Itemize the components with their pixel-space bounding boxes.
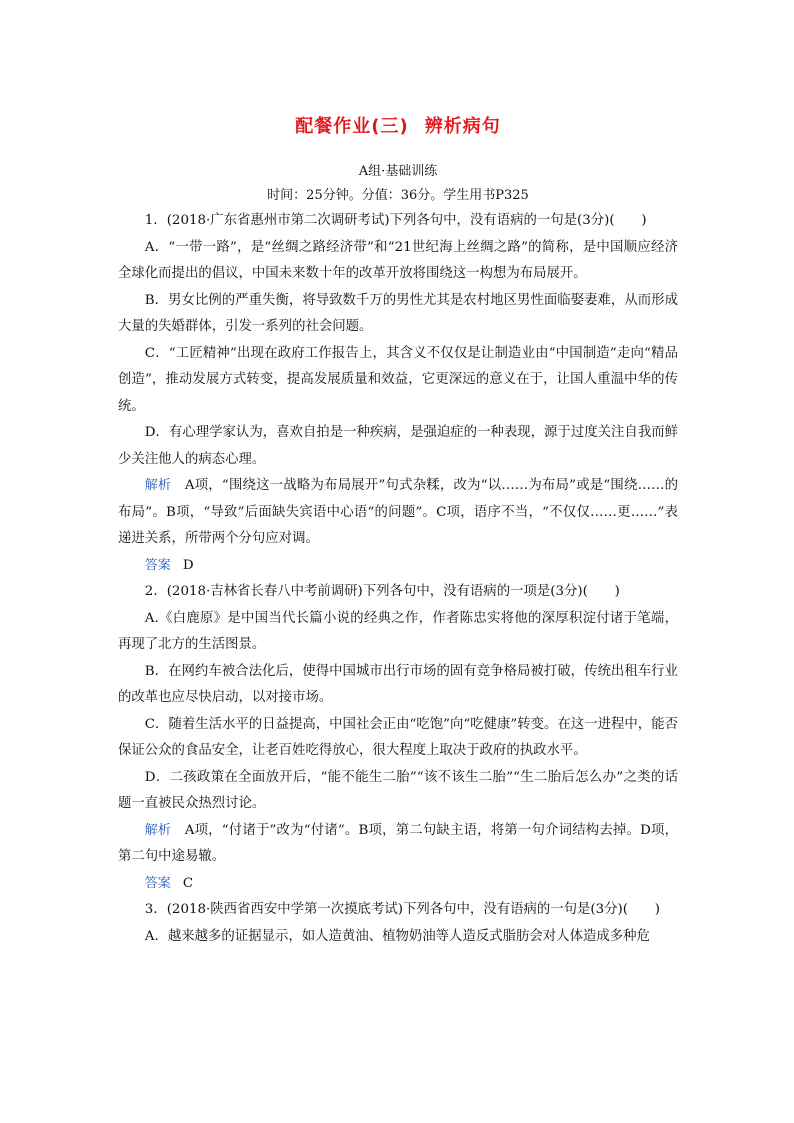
question-2-analysis xyxy=(118,818,678,871)
question-1-stem: 1．(2018·广东省惠州市第二次调研考试)下列各句中，没有语病的一句是(3分)( ) xyxy=(144,213,647,228)
analysis-text: A项，“围绕这一战略为布局展开”句式杂糅，改为“以……为布局”或是“围绕……的布局”。B项，“导致”后面缺失宾语中心语“的问题”。C项，语序不当，“不仅仅……更……”表递进关系，所带两个分句应对调。 xyxy=(118,478,678,546)
analysis-label: 解析 xyxy=(144,822,172,838)
question-2-option-b: B．在网约车被合法化后，使得中国城市出行市场的固有竞争格局被打破，传统出租车行业的改革也应尽快启动，以对接市场。 xyxy=(118,663,678,705)
question-2-option-c: C．随着生活水平的日益提高，中国社会正由“吃饱”向“吃健康”转变。在这一进程中，能否保证公众的食品安全，让老百姓吃得放心，很大程度上取决于政府的执政水平。 xyxy=(118,716,678,758)
answer-label: 答案 xyxy=(144,557,171,573)
question-1-option-d: D．有心理学家认为，喜欢自拍是一种疾病，是强迫症的一种表现，源于过度关注自我而鲜少关注他人的病态心理。 xyxy=(118,425,678,467)
question-1-option-c: C．“工匠精神”出现在政府工作报告上，其含义不仅仅是让制造业由“中国制造”走向“精品创造”，推动发展方式转变，提高发展质量和效益，它更深远的意义在于，让国人重温中华的传统。 xyxy=(118,345,678,414)
title-part-1: 配餐作业(三) xyxy=(295,116,409,137)
question-2-stem: 2．(2018·吉林省长春八中考前调研)下列各句中，没有语病的一项是(3分)( ) xyxy=(144,584,620,599)
group-label: A组·基础训练 xyxy=(358,164,438,179)
answer-value: C xyxy=(182,875,194,891)
question-2-answer xyxy=(118,871,678,898)
question-3-option-a: A．越来越多的证据显示，如人造黄油、植物奶油等人造反式脂肪会对人体造成多种危 xyxy=(144,928,650,944)
document-page xyxy=(118,112,678,950)
time-line: 时间：25分钟。分值：36分。学生用书P325 xyxy=(267,188,529,203)
question-3-stem: 3．(2018·陕西省西安中学第一次摸底考试)下列各句中，没有语病的一句是(3分)( ) xyxy=(144,902,661,917)
question-2-option-a: A.《白鹿原》是中国当代长篇小说的经典之作，作者陈忠实将他的深厚积淀付诸于笔端，再现了北方的生活图景。 xyxy=(118,610,678,652)
question-1-answer xyxy=(118,553,678,580)
question-1-option-b: B．男女比例的严重失衡，将导致数千万的男性尤其是农村地区男性面临娶妻难，从而形成大量的失婚群体，引发一系列的社会问题。 xyxy=(118,292,678,334)
question-1-analysis xyxy=(118,473,678,553)
question-1-option-a: A．“一带一路”，是“丝绸之路经济带”和“21世纪海上丝绸之路”的简称，是中国顺应经济全球化而提出的倡议，中国未来数十年的改革开放将围绕这一构想为布局展开。 xyxy=(118,239,678,281)
page-title xyxy=(118,112,678,142)
title-part-2: 辨析病句 xyxy=(424,116,501,137)
analysis-label: 解析 xyxy=(144,478,172,493)
question-2-option-d: D．二孩政策在全面放开后，“能不能生二胎”“该不该生二胎”“生二胎后怎么办”之类的话题一直被民众热烈讨论。 xyxy=(118,769,678,811)
analysis-text: A项，“付诸于”改为“付诸”。B项，第二句缺主语，将第一句介词结构去掉。D项，第二句中途易辙。 xyxy=(118,822,678,864)
answer-value: D xyxy=(182,557,194,573)
answer-label: 答案 xyxy=(144,875,171,891)
